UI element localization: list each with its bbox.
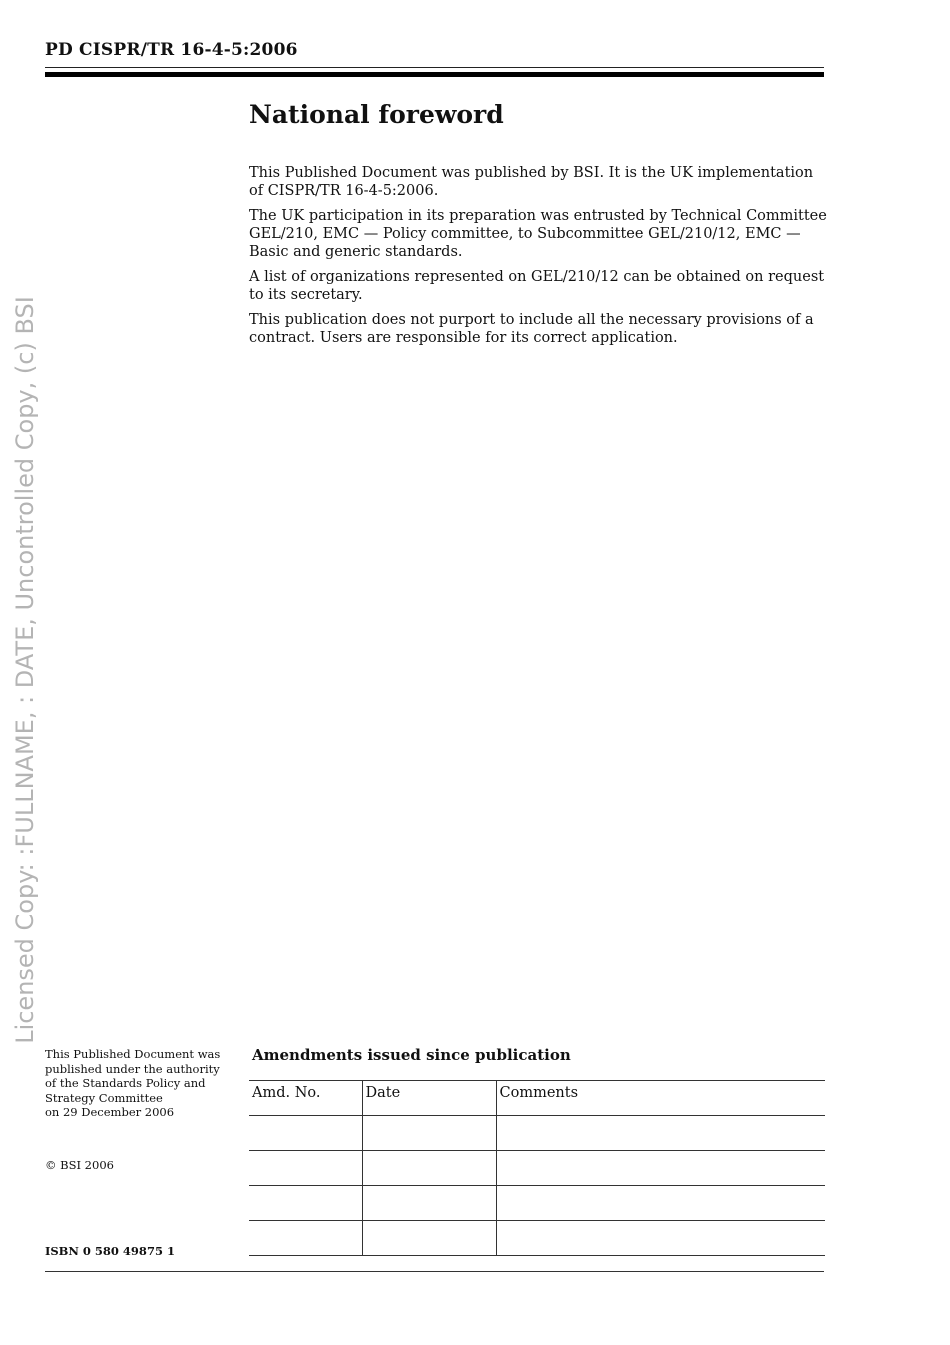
table-header-row [249,1081,825,1116]
table-cell [249,1221,362,1256]
authority-line: Strategy Committee [45,1090,163,1105]
column-header-comments: Comments [496,1081,825,1116]
authority-line: This Published Document was [45,1047,221,1061]
copyright-notice: © BSI 2006 [45,1158,114,1172]
table-cell [362,1151,496,1186]
table-cell [496,1221,825,1256]
table-row [249,1186,825,1221]
amendments-title: Amendments issued since publication [252,1046,571,1064]
publication-authority-note [45,1047,235,1120]
authority-line: of the Standards Policy and [45,1076,206,1090]
license-watermark: Licensed Copy: :FULLNAME, : DATE, Uncontrolled Copy, (c) BSI [11,296,39,1044]
table-cell [496,1186,825,1221]
table-cell [496,1151,825,1186]
page-title: National foreword [249,100,504,129]
table-row [249,1116,825,1151]
table-cell [249,1116,362,1151]
table-row [249,1221,825,1256]
table-cell [249,1186,362,1221]
column-header-amd-no: Amd. No. [249,1081,362,1116]
authority-line: on 29 December 2006 [45,1105,175,1119]
document-identifier: PD CISPR/TR 16-4-5:2006 [45,40,298,60]
table-cell [362,1116,496,1151]
column-header-date: Date [362,1081,496,1116]
foreword-paragraph: A list of organizations represented on GEL/210/12 can be obtained on request to its secretary. [249,269,825,303]
footer-rule [45,1271,824,1272]
foreword-paragraph: This publication does not purport to include all the necessary provisions of a contract. Users are responsible for its correct application. [249,312,814,346]
foreword-paragraph: This Published Document was published by BSI. It is the UK implementation of CISPR/TR 16-4-5:2006. [249,165,814,199]
table-cell [362,1221,496,1256]
header-thin-rule [45,67,824,68]
authority-line: published under the authority [45,1061,220,1076]
isbn-number: ISBN 0 580 49875 1 [45,1244,175,1258]
table-row [249,1151,825,1186]
header-thick-rule [45,72,824,77]
table-cell [496,1116,825,1151]
foreword-body [249,164,829,354]
foreword-paragraph: The UK participation in its preparation was entrusted by Technical Committee GEL/210, EMC — Policy committee, to Subcommittee GEL/210/12, EMC — Basic and generic standards. [249,208,827,260]
table-cell [362,1186,496,1221]
table-cell [249,1151,362,1186]
amendments-table [249,1080,825,1256]
